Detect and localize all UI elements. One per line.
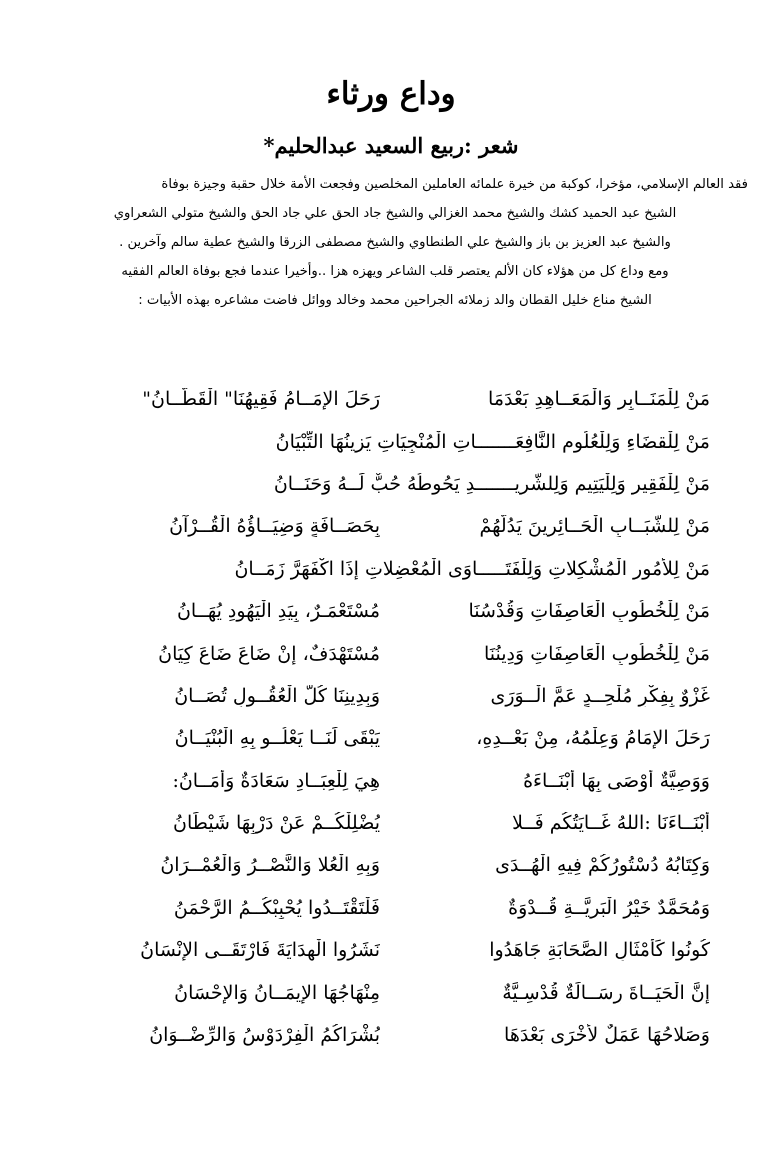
verse-second-hemistich: بِحَصَــافَةٍ وَضِيَــاؤُهُ الْقُــرْآنُ: [169, 515, 380, 538]
verse-row: [70, 844, 710, 886]
verse-first-hemistich: أَبْنَــاءَنَا :اللهُ غَــايَتُكُم فَــلا: [512, 812, 710, 835]
verse-row: [70, 505, 710, 547]
verse-first-hemistich: مَنْ لِلْخُطُوبِ الْعَاصِفَاتِ وَدِينُنَا: [483, 642, 710, 665]
verse-first-hemistich: مَنْ لِلْخُطُوبِ الْعَاصِفَاتِ وَقُدْسُنَا: [468, 600, 710, 623]
verse-first-hemistich: وَصَلاحُهَا عَمَلٌ لأُخْرَى بَعْدَهَا: [504, 1024, 710, 1047]
verse-row: [70, 548, 710, 590]
verse-first-hemistich: وَمُحَمَّدٌ خَيْرُ الْبَرِيَّــةِ قُــدْوَةٌ: [508, 896, 710, 919]
verse-second-hemistich: مُسْتَعْمَـرٌ، بِيَدِ الْيَهُودِ يُهَــانُ: [176, 600, 380, 623]
verse-row: [70, 1014, 710, 1056]
verse-first-hemistich: غَزْوٌ بِفِكْرٍ مُلْحِــدٍ عَمَّ الْــوَرَى: [490, 684, 710, 707]
poem-verses: [70, 378, 710, 1056]
verse-row: [70, 632, 710, 674]
verse-second-hemistich: بُشْرَاكُمُ الْفِرْدَوْسُ وَالرِّضْــوَانُ: [149, 1024, 380, 1047]
verse-row: [70, 802, 710, 844]
verse-second-hemistich: يَبْقَى لَنَــا يَعْلُــو بِهِ الْبُنْيَــانُ: [174, 727, 380, 750]
verse-row: [70, 378, 710, 420]
verse-row: [70, 717, 710, 759]
poem-title: وداع ورثاء: [326, 76, 456, 112]
verse-row: [70, 420, 710, 462]
verse-second-hemistich: وَبِهِ الْعُلا وَالنَّصْــرُ وَالْعُمْــرَانُ: [160, 854, 380, 877]
verse-first-hemistich: مَنْ لِلْمَنَــابِرِ وَالْمَعَــاهِدِ بَعْدَمَا: [488, 388, 710, 411]
verse-first-hemistich: إِنَّ الْحَيَــاةَ رِسَــالَةٌ قُدْسِـيَّةٌ: [502, 981, 710, 1004]
intro-line: الشيخ مناع خليل القطان والد زملائه الجراحين محمد وخالد ووائل فاضت مشاعره بهذه الأبيات :: [138, 293, 652, 308]
intro-line: فقد العالم الإسلامي، مؤخرا، كوكبة من خيرة علمائه العاملين المخلصين وفجعت الأمة خلال حقبة وجيزة بوفاة: [161, 177, 748, 192]
verse-second-hemistich: مِنْهَاجُهَا الإِيمَــانُ وَالإِحْسَانُ: [174, 981, 380, 1004]
poem-author: شعر :ربيع السعيد عبدالحليم*: [263, 133, 519, 158]
verse-first-hemistich: كُونُوا كَأَمْثَالِ الصَّحَابَةِ جَاهَدُوا: [489, 939, 710, 962]
intro-line: والشيخ عبد العزيز بن باز والشيخ علي الطنطاوي والشيخ مصطفى الزرقا والشيخ عطية سالم وآخرين .: [119, 235, 671, 250]
verse-first-hemistich: وَكِتَابُهُ دُسْتُورُكُمْ فِيهِ الْهُــدَى: [495, 854, 710, 877]
verse-second-hemistich: مُسْتَهْدَفٌ، إِنْ ضَاعَ ضَاعَ كِيَانُ: [158, 642, 380, 665]
verse-first-hemistich: رَحَلَ الإِمَامُ وَعِلْمُهُ، مِنْ بَعْــدِهِ،: [476, 727, 710, 750]
verse-full-line: مَنْ لِلْقضَاءِ وَلِلْعُلُومِ النَّافِعَـــــــاتِ الْمُنْجِيَاتِ يَزِينُهَا التِّبْيَانُ: [275, 430, 710, 453]
intro-line: ومع وداع كل من هؤلاء كان الألم يعتصر قلب الشاعر ويهزه هزا ..وأخيرا عندما فجع بوفاة العالم الفقيه: [121, 264, 669, 279]
verse-row: [70, 887, 710, 929]
verse-second-hemistich: وَبِدِينِنَا كُلُّ الْعُقُــولِ تُصَــانُ: [174, 684, 380, 707]
verse-first-hemistich: مَنْ لِلشَّبَــابِ الْحَــائِرِينَ يَدُلُّهُمْ: [479, 515, 710, 538]
verse-second-hemistich: يُضْلِلْكُــمْ عَنْ دَرْبِهَا شَيْطَانُ: [173, 812, 380, 835]
verse-second-hemistich: هِيَ لِلْعِبَــادِ سَعَادَةٌ وَأَمَــانُ:: [172, 769, 380, 792]
verse-first-hemistich: وَوَصِيَّةٌ أَوْصَى بِهَا أَبْنَــاءَهُ: [523, 769, 710, 792]
verse-second-hemistich: فَلْتَقْتَــدُوا يُحْبِبْكُــمُ الرَّحْمَنُ: [173, 896, 380, 919]
verse-row: [70, 590, 710, 632]
verse-full-line: مَنْ لِلأُمُورِ الْمُشْكِلاتِ وَلِلْفَتَـــــاوَى الْمُعْضِلاتِ إِذَا اكْفَهَرَّ زَمَــانُ: [234, 557, 710, 580]
verse-second-hemistich: نَشَرُوا الْهِدَايَةَ فَارْتَقَــى الإِنْسَانُ: [140, 939, 380, 962]
verse-row: [70, 971, 710, 1013]
verse-row: [70, 760, 710, 802]
verse-second-hemistich: رَحَلَ الإِمَــامُ فَقِيهُنَا" الْقَطَّــانُ": [142, 388, 380, 411]
intro-paragraph: [42, 170, 748, 315]
verse-row: [70, 463, 710, 505]
verse-row: [70, 675, 710, 717]
intro-line: الشيخ عبد الحميد كشك والشيخ محمد الغزالي والشيخ جاد الحق علي جاد الحق والشيخ متولي الشعراوي: [113, 206, 677, 221]
verse-row: [70, 929, 710, 971]
verse-full-line: مَنْ لِلْفَقِيرِ وَلِلْيَتِيمِ وَلِلشَّرِيـــــــدِ يَحُوطُهُ حُبٌّ لَــهُ وَحَنَــانُ: [273, 472, 710, 495]
